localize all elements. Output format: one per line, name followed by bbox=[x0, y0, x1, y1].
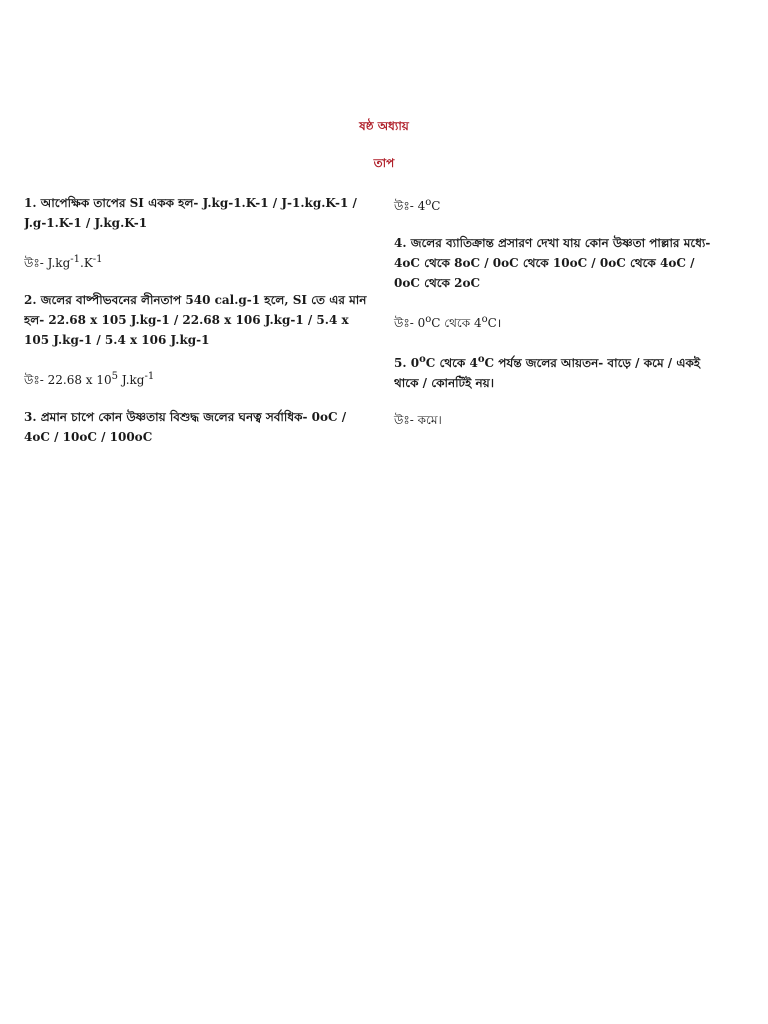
question-1: 1. আপেক্ষিক তাপের SI একক হল- J.kg-1.K-1 / J-1.kg.K-1 / J.g-1.K-1 / J.kg.K-1 bbox=[24, 196, 357, 230]
left-column bbox=[24, 193, 369, 443]
question-2: 2. জলের বাষ্পীভবনের লীনতাপ 540 cal.g-1 হলে, SI তে এর মান হল- 22.68 x 105 J.kg-1 / 22.68 x 106 J.kg-1 / 5.4 x 105 J.kg-1 / 5.4 x 106 J.kg-1 bbox=[24, 293, 367, 347]
question-3: 3. প্রমান চাপে কোন উষ্ণতায় বিশুদ্ধ জলের ঘনত্ব সর্বাধিক- 0oC / 4oC / 10oC / 100oC bbox=[24, 410, 347, 443]
answer-1: উঃ- $J.kg^{-1}.K^{-1}$ bbox=[24, 254, 103, 270]
answer-5: উঃ- কমে। bbox=[394, 413, 442, 427]
chapter-title: ষষ্ঠ অধ্যায় bbox=[359, 119, 409, 133]
answer-4: উঃ- 0$^o$C থেকে 4$^o$C। bbox=[394, 314, 502, 330]
answer-3: উঃ- 4$^o$C bbox=[394, 197, 441, 213]
answer-2: উঃ- 22.68 x $10^5$ $J.kg^{-1}$ bbox=[24, 371, 155, 387]
question-5: 5. 0$^o$C থেকে 4$^o$C পর্যন্ত জলের আয়তন- বাড়ে / কমে / একই থাকে / কোনটিই নয়। bbox=[394, 354, 701, 390]
topic-title: তাপ bbox=[373, 156, 395, 170]
right-column bbox=[394, 193, 724, 430]
question-4: 4. জলের ব্যাতিক্রান্ত প্রসারণ দেখা যায় কোন উষ্ণতা পাল্লার মধ্যে- 4oC থেকে 8oC / 0oC থেকে 10oC / 0oC থেকে 4oC / 0oC থেকে 2oC bbox=[394, 236, 711, 290]
